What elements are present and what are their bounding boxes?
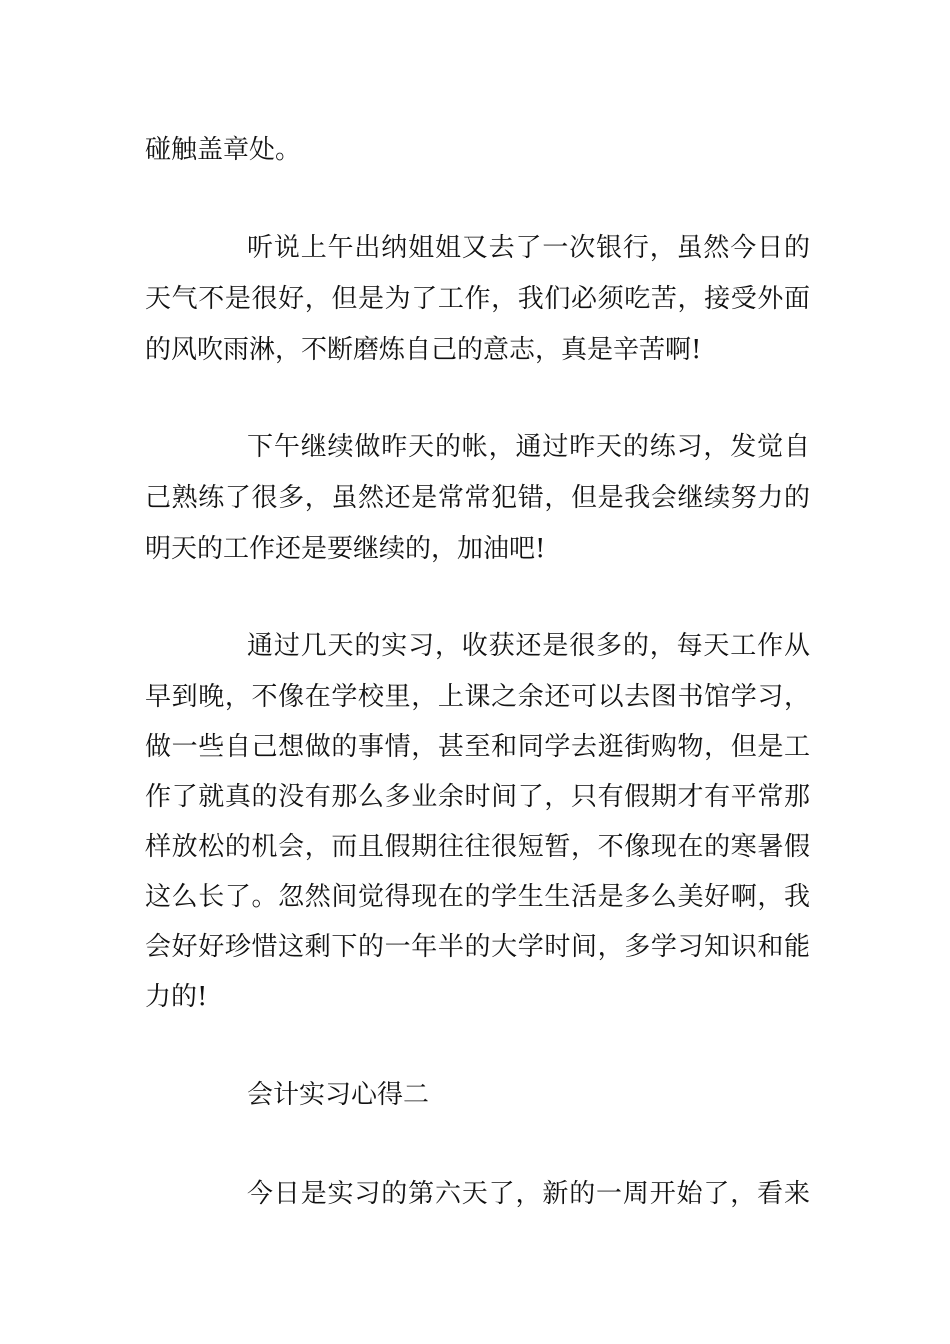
paragraph-line: 会好好珍惜这剩下的一年半的大学时间，多学习知识和能 xyxy=(145,932,810,962)
paragraph-line: 的风吹雨淋，不断磨炼自己的意志，真是辛苦啊! xyxy=(145,335,702,365)
paragraph-line: 样放松的机会，而且假期往往很短暂，不像现在的寒暑假 xyxy=(145,832,810,862)
paragraph-line: 做一些自己想做的事情，甚至和同学去逛街购物，但是工 xyxy=(145,732,810,762)
paragraph-line: 听说上午出纳姐姐又去了一次银行，虽然今日的 xyxy=(247,233,810,263)
paragraph-line: 明天的工作还是要继续的，加油吧! xyxy=(145,534,546,564)
paragraph-line: 今日是实习的第六天了，新的一周开始了，看来 xyxy=(247,1179,810,1209)
paragraph-line: 通过几天的实习，收获还是很多的，每天工作从 xyxy=(247,631,810,661)
paragraph-line: 早到晚，不像在学校里，上课之余还可以去图书馆学习， xyxy=(145,682,810,712)
paragraph-line: 作了就真的没有那么多业余时间了，只有假期才有平常那 xyxy=(145,782,810,812)
paragraph-line: 碰触盖章处。 xyxy=(145,135,302,165)
paragraph-line: 下午继续做昨天的帐，通过昨天的练习，发觉自 xyxy=(247,432,810,462)
section-heading: 会计实习心得二 xyxy=(247,1080,430,1110)
paragraph-line: 力的! xyxy=(145,982,208,1012)
paragraph-line: 己熟练了很多，虽然还是常常犯错，但是我会继续努力的 xyxy=(145,483,810,513)
paragraph-line: 这么长了。忽然间觉得现在的学生生活是多么美好啊，我 xyxy=(145,882,810,912)
paragraph-line: 天气不是很好，但是为了工作，我们必须吃苦，接受外面 xyxy=(145,284,810,314)
